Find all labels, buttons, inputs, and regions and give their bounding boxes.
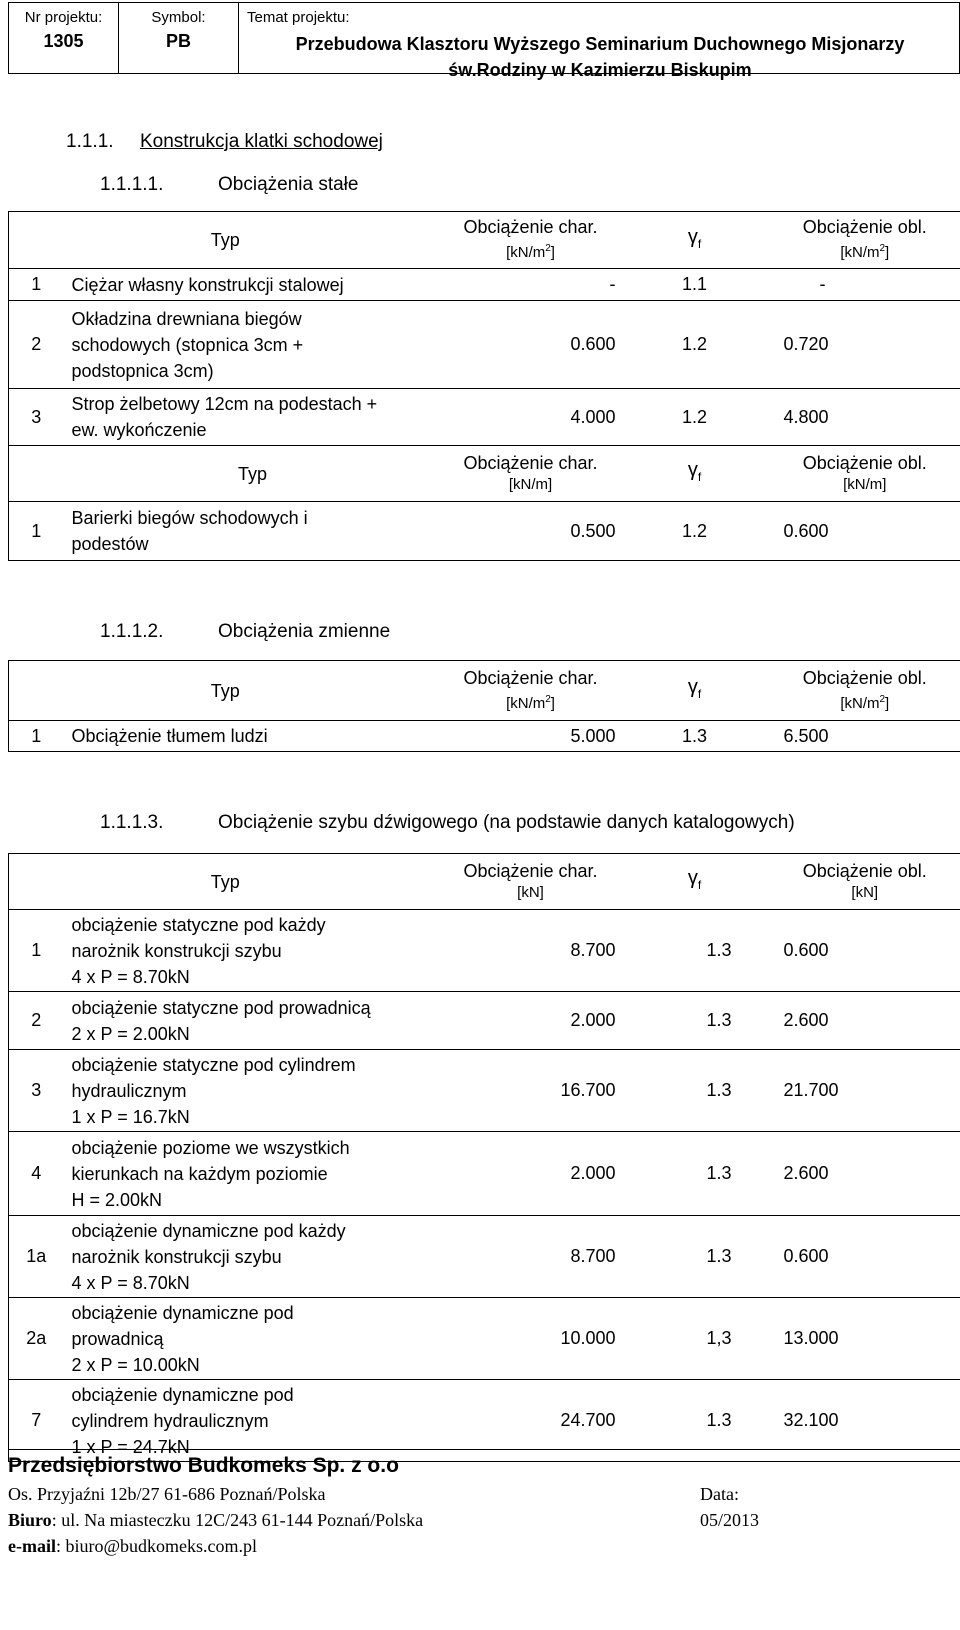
row-obl-value: 0.600 [770, 1216, 960, 1298]
row-char-value: 10.000 [442, 1298, 620, 1380]
company-name: Przedsiębiorstwo Budkomeks Sp. z o.o [8, 1454, 399, 1478]
table-row [9, 301, 960, 389]
description-line: obciążenie dynamiczne pod [72, 1382, 442, 1408]
row-gamma-value: 1,3 [620, 1298, 770, 1380]
row-number: 2 [9, 992, 64, 1050]
col-gamma: $\gamma_f$ [620, 854, 770, 910]
section-heading [66, 131, 960, 155]
row-description [64, 1298, 442, 1380]
row-number: 1a [9, 1216, 64, 1298]
description-line: hydraulicznym [72, 1078, 442, 1104]
description-line: cylindrem hydraulicznym [72, 1408, 442, 1434]
col-typ: Typ [9, 854, 442, 910]
col-typ: Typ [9, 212, 442, 269]
company-address: Os. Przyjaźni 12b/27 61-686 Poznań/Polska [8, 1484, 325, 1505]
row-obl-value: 6.500 [770, 721, 960, 752]
project-number-label: Nr projektu: [9, 9, 118, 26]
description-line: kierunkach na każdym poziomie [72, 1161, 442, 1187]
row-obl-value: 4.800 [770, 389, 960, 446]
description-line: obciążenie statyczne pod każdy [72, 912, 442, 938]
section-title: Konstrukcja klatki schodowej [140, 131, 383, 153]
row-description: Strop żelbetowy 12cm na podestach + ew. wykończenie [64, 389, 442, 446]
row-gamma-value: 1.3 [620, 910, 770, 992]
lift-shaft-loads-rows [8, 909, 960, 1462]
col-typ: Typ [64, 446, 442, 502]
table-row [9, 502, 960, 561]
company-email: e-mail: biuro@budkomeks.com.pl [8, 1536, 257, 1557]
section-number: 1.1.1. [66, 131, 114, 153]
row-gamma-value: 1.3 [620, 1216, 770, 1298]
row-gamma-value: 1.2 [620, 301, 770, 389]
table-row [9, 1050, 960, 1132]
project-number: 1305 [9, 31, 118, 52]
description-line: narożnik konstrukcji szybu [72, 938, 442, 964]
description-line: narożnik konstrukcji szybu [72, 1244, 442, 1270]
table-row [9, 1132, 960, 1216]
subsection-3-number: 1.1.1.3. [100, 812, 163, 834]
row-description [64, 1050, 442, 1132]
row-number: 7 [9, 1380, 64, 1462]
row-obl-value: 0.600 [770, 502, 960, 561]
col-char: Obciążenie char. [kN/m] [442, 446, 620, 502]
row-char-value: 2.000 [442, 1132, 620, 1216]
row-description [64, 910, 442, 992]
row-number: 3 [9, 1050, 64, 1132]
description-line: 4 x P = 8.70kN [72, 1270, 442, 1296]
project-number-cell [9, 3, 119, 73]
row-char-value: 4.000 [442, 389, 620, 446]
topic-label: Temat projektu: [247, 9, 350, 26]
row-gamma-value: 1.3 [620, 1380, 770, 1462]
row-number: 1 [9, 502, 64, 561]
row-gamma-value: 1.3 [620, 1132, 770, 1216]
row-char-value: 2.000 [442, 992, 620, 1050]
row-obl-value: 0.600 [770, 910, 960, 992]
table-row [9, 269, 960, 301]
row-char-value: 8.700 [442, 910, 620, 992]
col-char: Obciążenie char. $[kN/m^2]$ [442, 661, 620, 721]
subsection-2-heading [100, 621, 960, 645]
row-description: Okładzina drewniana biegów schodowych (stopnica 3cm + podstopnica 3cm) [64, 301, 442, 389]
permanent-loads-table [8, 211, 960, 561]
description-line: obciążenie statyczne pod prowadnicą [72, 995, 442, 1021]
table-row [9, 992, 960, 1050]
row-number: 1 [9, 269, 64, 301]
office-address: Biuro: ul. Na miasteczku 12C/243 61-144 Poznań/Polska [8, 1510, 423, 1531]
description-line: obciążenie dynamiczne pod [72, 1300, 442, 1326]
col-obl: Obciążenie obl. [kN/m] [770, 446, 960, 502]
description-line: obciążenie dynamiczne pod każdy [72, 1218, 442, 1244]
symbol-cell [119, 3, 239, 73]
row-description [64, 1216, 442, 1298]
row-gamma-value: 1.2 [620, 389, 770, 446]
company-footer [8, 1449, 960, 1630]
subsection-3-heading [100, 812, 960, 836]
row-description: Barierki biegów schodowych i podestów [64, 502, 442, 561]
table-row [9, 910, 960, 992]
description-line: 1 x P = 16.7kN [72, 1104, 442, 1130]
description-line: 2 x P = 2.00kN [72, 1021, 442, 1047]
row-number: 1 [9, 721, 64, 752]
row-obl-value: 13.000 [770, 1298, 960, 1380]
table-row [9, 721, 960, 752]
row-gamma-value: 1.1 [620, 269, 770, 301]
subsection-3-title: Obciążenie szybu dźwigowego (na podstawie danych katalogowych) [218, 812, 795, 834]
row-char-value: 24.700 [442, 1380, 620, 1462]
col-char: Obciążenie char. [kN] [442, 854, 620, 910]
row-number: 2 [9, 301, 64, 389]
topic-line-1: Przebudowa Klasztoru Wyższego Seminarium Duchownego Misjonarzy [239, 31, 960, 57]
row-obl-value: - [770, 269, 960, 301]
row-obl-value: 2.600 [770, 992, 960, 1050]
description-line: 1 x P = 24.7kN [72, 1434, 442, 1460]
row-gamma-value: 1.3 [620, 1050, 770, 1132]
subsection-2-number: 1.1.1.2. [100, 621, 163, 643]
subsection-1-number: 1.1.1.1. [100, 174, 163, 196]
row-gamma-value: 1.3 [620, 721, 770, 752]
col-obl: Obciążenie obl. $[kN/m^2]$ [770, 212, 960, 269]
col-gamma: $\gamma_f$ [620, 212, 770, 269]
date-label: Data: [700, 1484, 739, 1505]
row-char-value: 0.600 [442, 301, 620, 389]
description-line: obciążenie statyczne pod cylindrem [72, 1052, 442, 1078]
symbol: PB [119, 31, 238, 52]
row-char-value: 16.700 [442, 1050, 620, 1132]
row-number: 4 [9, 1132, 64, 1216]
row-gamma-value: 1.2 [620, 502, 770, 561]
table-header-row [9, 854, 960, 910]
col-obl: Obciążenie obl. [kN] [770, 854, 960, 910]
row-char-value: 0.500 [442, 502, 620, 561]
col-obl: Obciążenie obl. $[kN/m^2]$ [770, 661, 960, 721]
col-typ: Typ [9, 661, 442, 721]
row-obl-value: 32.100 [770, 1380, 960, 1462]
project-header [8, 2, 960, 74]
subsection-2-title: Obciążenia zmienne [218, 621, 390, 643]
table-header-row [9, 661, 960, 721]
row-description [64, 992, 442, 1050]
symbol-label: Symbol: [119, 9, 238, 26]
row-char-value: 8.700 [442, 1216, 620, 1298]
row-description: Obciążenie tłumem ludzi [64, 721, 442, 752]
row-number: 2a [9, 1298, 64, 1380]
row-gamma-value: 1.3 [620, 992, 770, 1050]
subsection-1-heading [100, 174, 960, 198]
table-row [9, 389, 960, 446]
subsection-1-title: Obciążenia stałe [218, 174, 358, 196]
col-gamma: $\gamma_f$ [620, 446, 770, 502]
row-number: 3 [9, 389, 64, 446]
topic-cell [239, 3, 960, 73]
row-description [64, 1132, 442, 1216]
row-char-value: - [442, 269, 620, 301]
row-obl-value: 0.720 [770, 301, 960, 389]
table-row [9, 1216, 960, 1298]
description-line: obciążenie poziome we wszystkich [72, 1135, 442, 1161]
topic-line-2: św.Rodziny w Kazimierzu Biskupim [239, 57, 960, 83]
description-line: 2 x P = 10.00kN [72, 1352, 442, 1378]
table-row [9, 1298, 960, 1380]
topic [239, 31, 960, 83]
description-line: 4 x P = 8.70kN [72, 964, 442, 990]
lift-shaft-loads-table [8, 853, 960, 910]
date-value: 05/2013 [700, 1510, 759, 1531]
row-obl-value: 21.700 [770, 1050, 960, 1132]
col-char: Obciążenie char. $[kN/m^2]$ [442, 212, 620, 269]
table-header-row [9, 212, 960, 269]
row-description: Ciężar własny konstrukcji stalowej [64, 269, 442, 301]
description-line: H = 2.00kN [72, 1187, 442, 1213]
row-char-value: 5.000 [442, 721, 620, 752]
col-gamma: $\gamma_f$ [620, 661, 770, 721]
row-number: 1 [9, 910, 64, 992]
variable-loads-table [8, 660, 960, 752]
row-obl-value: 2.600 [770, 1132, 960, 1216]
table-header-row [9, 446, 960, 502]
description-line: prowadnicą [72, 1326, 442, 1352]
